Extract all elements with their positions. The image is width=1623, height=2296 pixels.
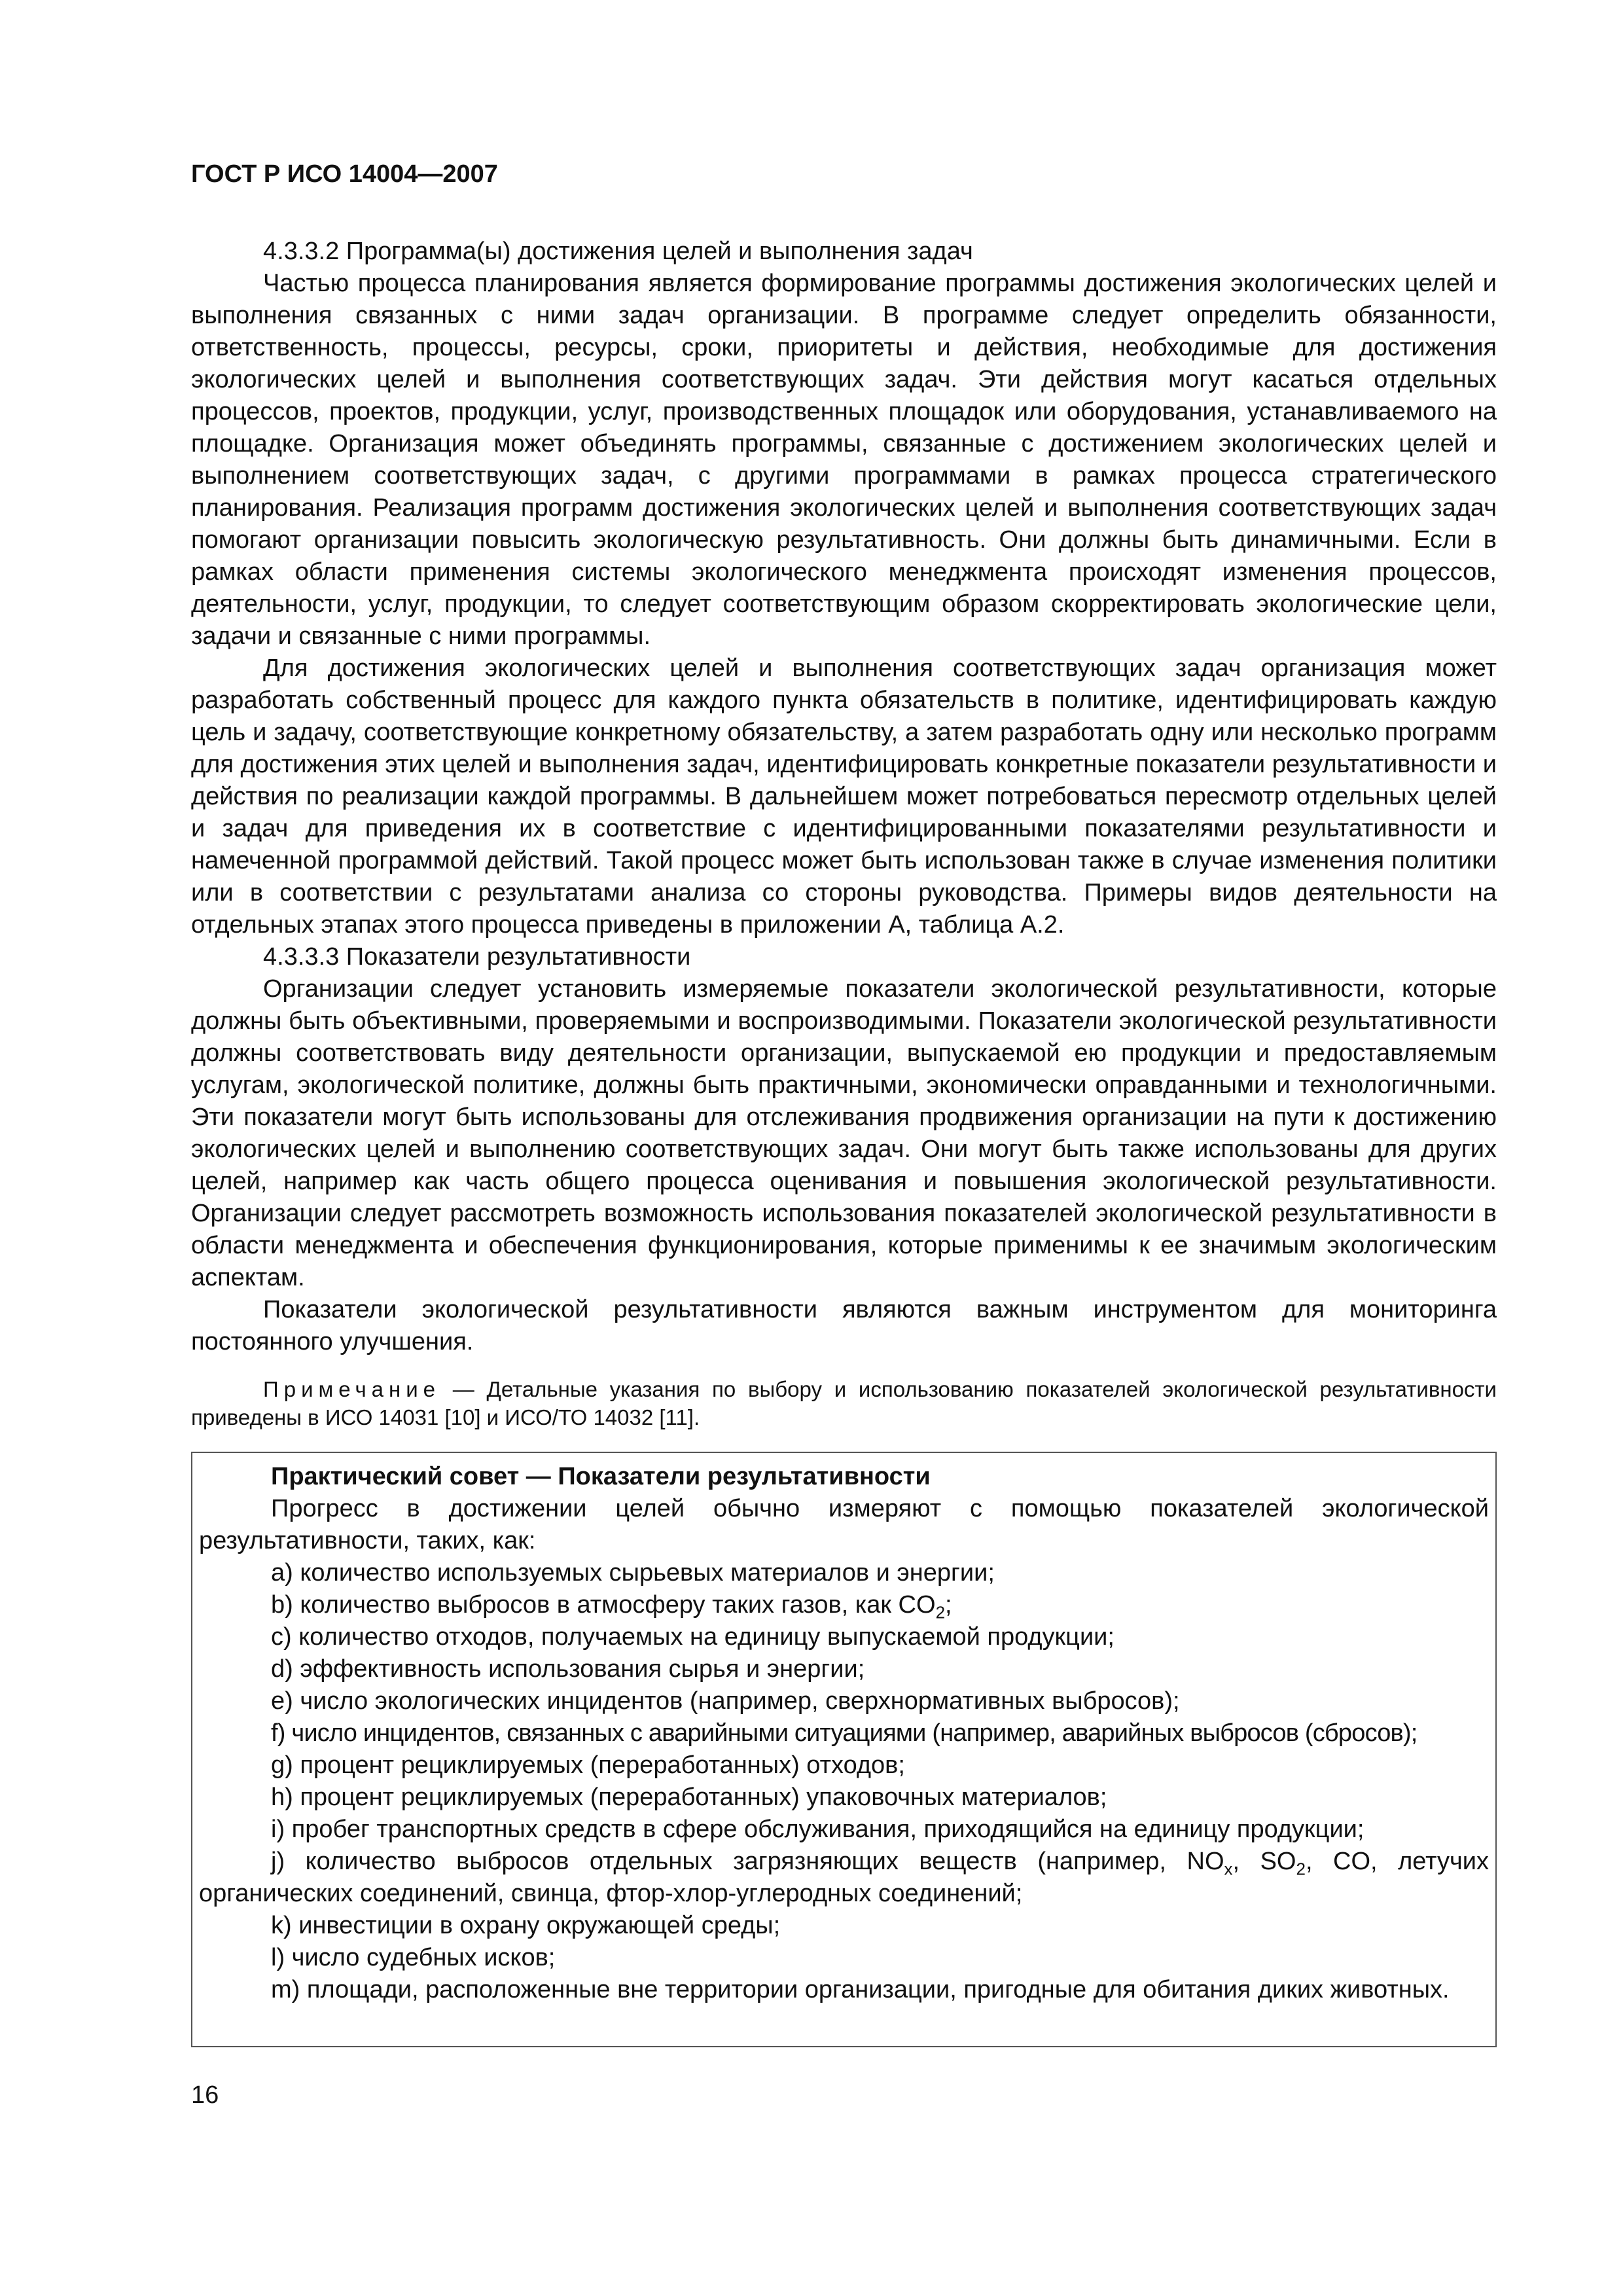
document-header: ГОСТ Р ИСО 14004—2007 bbox=[191, 160, 498, 188]
list-item: f) число инцидентов, связанных с аварийными ситуациями (например, аварийных выбросов (сбросов); bbox=[271, 1719, 1418, 1747]
section-heading-4-3-3-2: 4.3.3.2 Программа(ы) достижения целей и выполнения задач bbox=[263, 238, 973, 265]
note-label: Примечание bbox=[263, 1377, 441, 1401]
list-item: l) число судебных исков; bbox=[271, 1944, 556, 1971]
advice-title: Практический совет — Показатели результативности bbox=[271, 1463, 931, 1490]
list-item: m) площади, расположенные вне территории организации, пригодные для обитания диких животных. bbox=[271, 1976, 1450, 2003]
section-heading-4-3-3-3: 4.3.3.3 Показатели результативности bbox=[263, 943, 691, 971]
note-text: — Детальные указания по выбору и использованию показателей экологической результативности приведены в ИСО 14031 [10] и ИСО/ТО 14032 [11]. bbox=[191, 1377, 1497, 1429]
list-item: k) инвестиции в охрану окружающей среды; bbox=[271, 1912, 781, 1939]
note bbox=[191, 1375, 1497, 1431]
list-item: j) количество выбросов отдельных загрязняющих веществ (например, $NO_x$, $SO_2$, CO, летучих органических соединений, свинца, фтор-хлор-углеродных соединений; bbox=[199, 1848, 1489, 1907]
paragraph: Для достижения экологических целей и выполнения соответствующих задач организация может разработать собственный процесс для каждого пункта обязательств в политике, идентифицировать каждую цель и задачу, соответствующие конкретному обязательству, а затем разработать одну или несколько программ для достижения этих целей и выполнения задач, идентифицировать конкретные показатели результативности и действия по реализации каждой программы. В дальнейшем может потребоваться пересмотр отдельных целей и задач для приведения их в соответствие с идентифицированными показателями результативности и намеченной программой действий. Такой процесс может быть использован также в случае изменения политики или в соответствии с результатами анализа со стороны руководства. Примеры видов деятельности на отдельных этапах этого процесса приведены в приложении А, таблица А.2. bbox=[191, 655, 1497, 939]
list-item: h) процент рециклируемых (переработанных) упаковочных материалов; bbox=[271, 1784, 1107, 1811]
list-item: i) пробег транспортных средств в сфере обслуживания, приходящийся на единицу продукции; bbox=[271, 1816, 1364, 1843]
page-number: 16 bbox=[191, 2081, 219, 2109]
paragraph: Организации следует установить измеряемые показатели экологической результативности, которые должны быть объективными, проверяемыми и воспроизводимыми. Показатели экологической результативности должны соответствовать виду деятельности организации, выпускаемой ею продукции и предоставляемым услугам, экологической политике, должны быть практичными, экономически оправданными и технологичными. Эти показатели могут быть использованы для отслеживания продвижения организации на пути к достижению экологических целей и выполнению соответствующих задач. Они могут быть также использованы для других целей, например как часть общего процесса оценивания и повышения экологической результативности. Организации следует рассмотреть возможность использования показателей экологической результативности в области менеджмента и обеспечения функционирования, которые применимы к ее значимым экологическим аспектам. bbox=[191, 975, 1497, 1291]
list-item: c) количество отходов, получаемых на единицу выпускаемой продукции; bbox=[271, 1623, 1115, 1651]
list-item: g) процент рециклируемых (переработанных) отходов; bbox=[271, 1751, 905, 1779]
list-item: d) эффективность использования сырья и энергии; bbox=[271, 1655, 865, 1683]
advice-intro: Прогресс в достижении целей обычно измеряют с помощью показателей экологической результативности, таких, как: bbox=[199, 1495, 1489, 1554]
paragraph: Показатели экологической результативности являются важным инструментом для мониторинга постоянного улучшения. bbox=[191, 1296, 1497, 1355]
list-item: b) количество выбросов в атмосферу таких газов, как $CO_2$; bbox=[271, 1591, 952, 1623]
paragraph: Частью процесса планирования является формирование программы достижения экологических целей и выполнения связанных с ними задач организации. В программе следует определить обязанности, ответственность, процессы, ресурсы, сроки, приоритеты и действия, необходимые для достижения экологических целей и выполнения соответствующих задач. Эти действия могут касаться отдельных процессов, проектов, продукции, услуг, производственных площадок или оборудования, устанавливаемого на площадке. Организация может объединять программы, связанные с достижением экологических целей и выполнением соответствующих задач, с другими программами в рамках процесса стратегического планирования. Реализация программ достижения экологических целей и выполнения соответствующих задач помогают организации повысить экологическую результативность. Они должны быть динамичными. Если в рамках области применения системы экологического менеджмента происходят изменения процессов, деятельности, услуг, продукции, то следует соответствующим образом скорректировать экологические цели, задачи и связанные с ними программы. bbox=[191, 270, 1497, 650]
practical-advice-box bbox=[191, 1452, 1497, 2047]
main-text bbox=[191, 236, 1497, 1431]
list-item: a) количество используемых сырьевых материалов и энергии; bbox=[271, 1559, 995, 1587]
list-item: e) число экологических инцидентов (например, сверхнормативных выбросов); bbox=[271, 1687, 1180, 1715]
